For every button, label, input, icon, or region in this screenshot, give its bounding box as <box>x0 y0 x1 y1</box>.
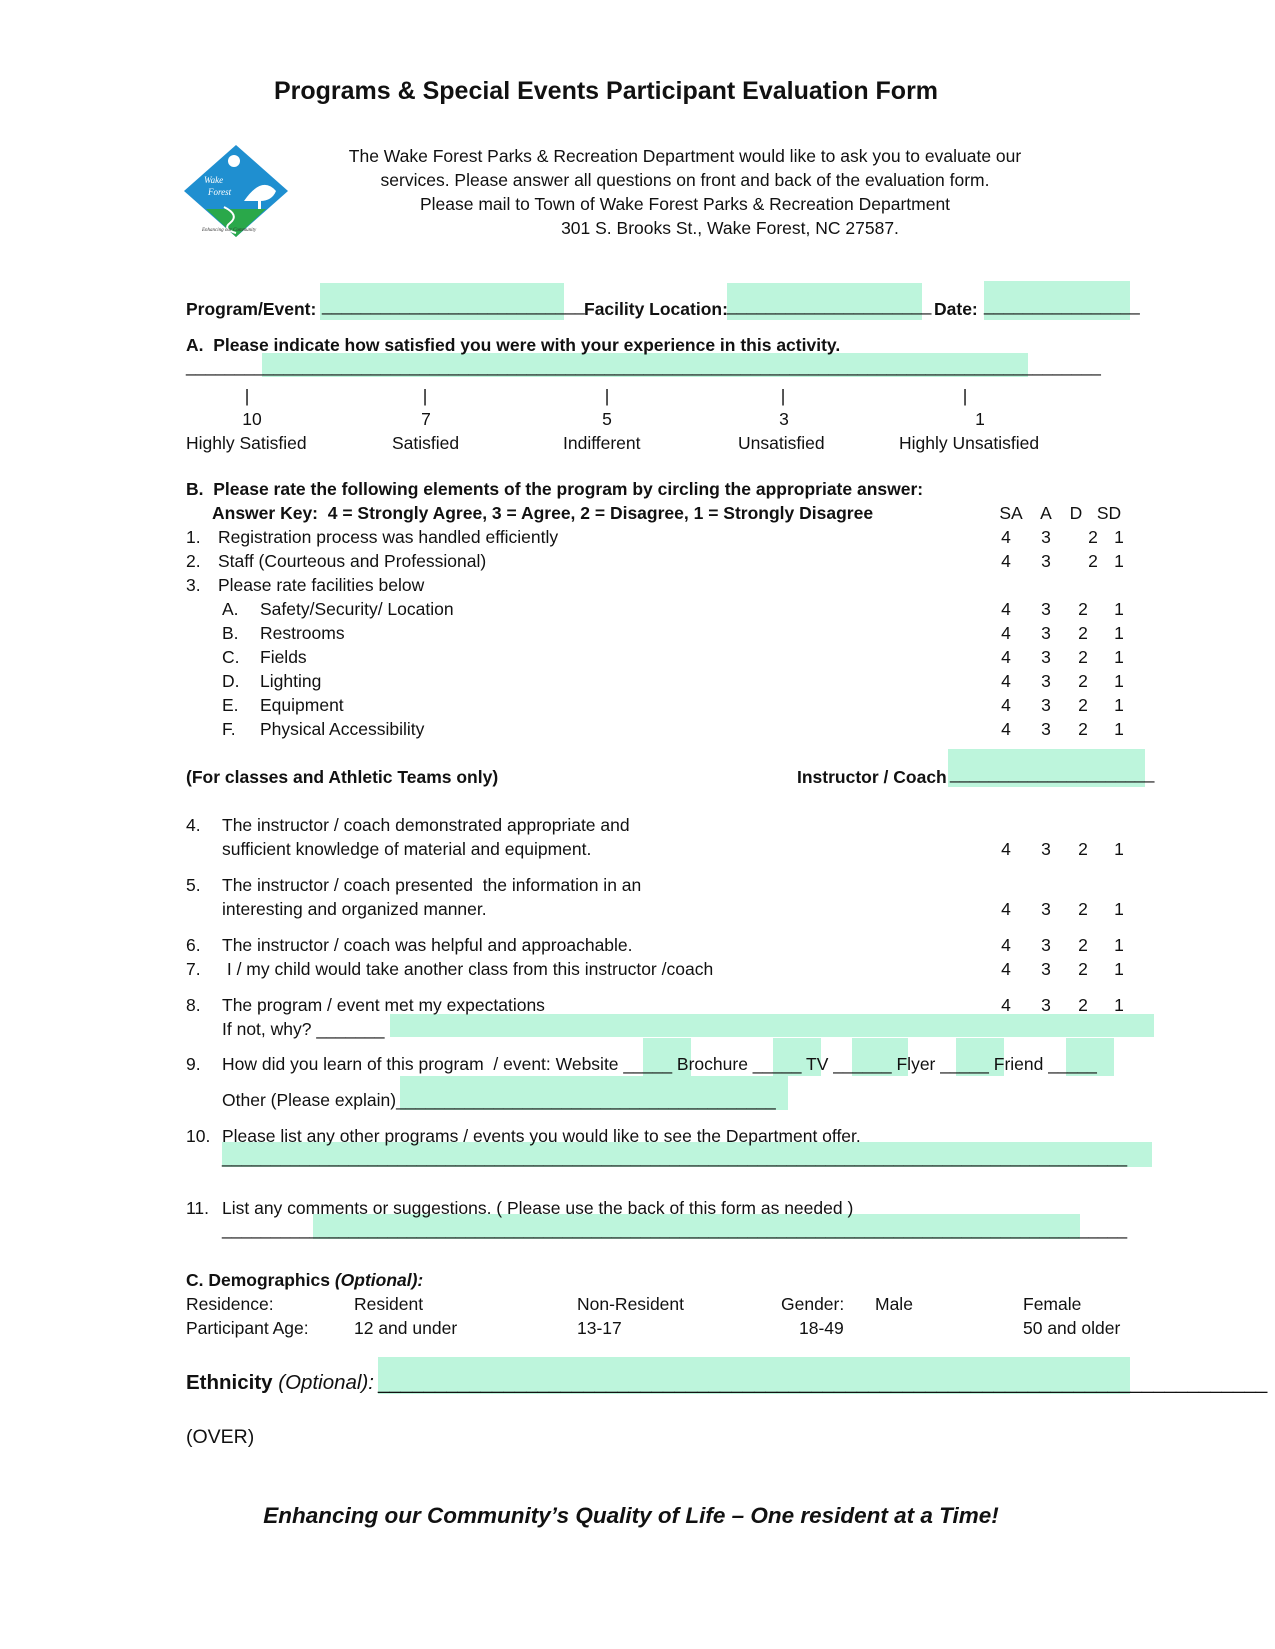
intro-line-3: Please mail to Town of Wake Forest Parks & Recreation Department <box>419 194 951 214</box>
score-4[interactable]: 4 <box>1001 695 1011 715</box>
item-text: Staff (Courteous and Professional) <box>218 551 487 571</box>
score-2[interactable]: 2 <box>1078 623 1088 643</box>
item-number: 10. <box>186 1126 211 1146</box>
score-3[interactable]: 3 <box>1041 695 1051 715</box>
item-number: 5. <box>186 875 201 895</box>
other-programs-question: Please list any other programs / events you would like to see the Department offer. <box>222 1126 861 1146</box>
intro-line-1: The Wake Forest Parks & Recreation Department would like to ask you to evaluate our <box>348 146 1022 166</box>
facility-letter: F. <box>222 719 236 739</box>
score-1[interactable]: 1 <box>1114 551 1124 571</box>
intro-line-4: 301 S. Brooks St., Wake Forest, NC 27587. <box>561 218 899 238</box>
date-label: Date: <box>934 299 978 319</box>
program-event-label: Program/Event: <box>186 299 317 319</box>
facility-location-label: Facility Location: <box>584 299 728 319</box>
score-4[interactable]: 4 <box>1001 647 1011 667</box>
logo-text-1: Wake <box>204 175 224 185</box>
satisfaction-line: ______________________________________________________________________________________________ <box>186 356 1101 376</box>
scale-tick: | <box>422 386 428 406</box>
item-text: I / my child would take another class from this instructor /coach <box>222 959 714 979</box>
male-option[interactable]: Male <box>875 1294 913 1314</box>
score-1[interactable]: 1 <box>1114 647 1124 667</box>
footer-slogan: Enhancing our Community’s Quality of Life – One resident at a Time! <box>263 1503 999 1528</box>
score-3[interactable]: 3 <box>1041 935 1051 955</box>
score-4[interactable]: 4 <box>1001 527 1011 547</box>
column-header: A <box>1040 503 1052 523</box>
score-3[interactable]: 3 <box>1041 647 1051 667</box>
scale-tick: | <box>244 386 250 406</box>
facility-text: Physical Accessibility <box>260 719 425 739</box>
facility-letter: A. <box>222 599 239 619</box>
score-4[interactable]: 4 <box>1001 623 1011 643</box>
score-4[interactable]: 4 <box>1001 551 1011 571</box>
score-4[interactable]: 4 <box>1001 671 1011 691</box>
answer-key: Answer Key: 4 = Strongly Agree, 3 = Agree, 2 = Disagree, 1 = Strongly Disagree <box>212 503 874 523</box>
facility-location-line: _____________________ <box>727 295 932 315</box>
item-text: Registration process was handled efficiently <box>218 527 559 547</box>
scale-tick: | <box>962 386 968 406</box>
score-2[interactable]: 2 <box>1078 719 1088 739</box>
age-option[interactable]: 13-17 <box>577 1318 622 1338</box>
other-programs-line: _____________________________________________________________________________________________ <box>222 1147 1128 1167</box>
item-number: 7. <box>186 959 201 979</box>
facility-text: Equipment <box>260 695 344 715</box>
residence-label: Residence: <box>186 1294 274 1314</box>
section-c-title: C. Demographics <box>186 1270 330 1290</box>
instructor-coach-label: Instructor / Coach <box>797 767 947 787</box>
wake-forest-logo <box>184 145 290 245</box>
section-c-heading <box>186 1269 423 1291</box>
item-text: interesting and organized manner. <box>222 899 487 919</box>
score-4[interactable]: 4 <box>1001 599 1011 619</box>
scale-value: 10 <box>242 409 262 429</box>
age-option[interactable]: 50 and older <box>1023 1318 1121 1338</box>
facility-text: Restrooms <box>260 623 345 643</box>
section-a-heading: A. Please indicate how satisfied you were with your experience in this activity. <box>186 335 841 355</box>
scale-value: 3 <box>779 409 789 429</box>
facility-letter: E. <box>222 695 239 715</box>
score-1[interactable]: 1 <box>1114 671 1124 691</box>
participant-age-label: Participant Age: <box>186 1318 309 1338</box>
ethnicity-row <box>186 1370 374 1396</box>
score-1[interactable]: 1 <box>1114 599 1124 619</box>
scale-label: Indifferent <box>563 433 641 453</box>
score-2[interactable]: 2 <box>1088 527 1098 547</box>
score-4[interactable]: 4 <box>1001 935 1011 955</box>
score-3[interactable]: 3 <box>1041 527 1051 547</box>
gender-label: Gender: <box>781 1294 845 1314</box>
non-resident-option[interactable]: Non-Resident <box>577 1294 684 1314</box>
column-header: D <box>1069 503 1083 523</box>
item-text: The instructor / coach was helpful and approachable. <box>222 935 633 955</box>
item-number: 2. <box>186 551 201 571</box>
facility-text: Safety/Security/ Location <box>260 599 454 619</box>
score-2[interactable]: 2 <box>1078 899 1088 919</box>
score-3[interactable]: 3 <box>1041 599 1051 619</box>
logo-motto: Enhancing our Community <box>202 228 257 233</box>
ethnicity-optional: (Optional): <box>278 1371 374 1394</box>
score-4[interactable]: 4 <box>1001 959 1011 979</box>
item-text: sufficient knowledge of material and equipment. <box>222 839 592 859</box>
item-number: 9. <box>186 1054 201 1074</box>
facility-letter: C. <box>222 647 240 667</box>
item-number: 6. <box>186 935 201 955</box>
item-number: 3. <box>186 575 201 595</box>
scale-tick: | <box>604 386 610 406</box>
item-text: The instructor / coach demonstrated appropriate and <box>222 815 630 835</box>
other-explain-label: Other (Please explain)_______________________________________ <box>222 1090 776 1110</box>
score-1[interactable]: 1 <box>1114 623 1124 643</box>
score-4[interactable]: 4 <box>1001 719 1011 739</box>
item-number: 4. <box>186 815 201 835</box>
score-2[interactable]: 2 <box>1078 935 1088 955</box>
score-3[interactable]: 3 <box>1041 623 1051 643</box>
classes-note: (For classes and Athletic Teams only) <box>186 767 499 787</box>
if-not-why-label: If not, why? _______ <box>222 1019 385 1039</box>
score-4[interactable]: 4 <box>1001 899 1011 919</box>
item-text: The instructor / coach presented the information in an <box>222 875 642 895</box>
program-event-line: ___________________________ <box>322 295 585 315</box>
learned-of-program-question: How did you learn of this program / event: Website _____ Brochure _____ TV ______ Flyer _____ Friend _____ <box>222 1054 1097 1074</box>
logo-text-2: Forest <box>208 187 232 197</box>
score-2[interactable]: 2 <box>1078 839 1088 859</box>
if-not-why-input[interactable] <box>390 1014 1154 1037</box>
score-3[interactable]: 3 <box>1041 839 1051 859</box>
scale-label: Highly Satisfied <box>186 433 307 453</box>
score-3[interactable]: 3 <box>1041 719 1051 739</box>
facility-letter: D. <box>222 671 240 691</box>
age-option[interactable]: 12 and under <box>354 1318 458 1338</box>
scale-label: Highly Unsatisfied <box>899 433 1040 453</box>
score-2[interactable]: 2 <box>1078 695 1088 715</box>
score-3[interactable]: 3 <box>1041 551 1051 571</box>
comments-question: List any comments or suggestions. ( Please use the back of this form as needed ) <box>222 1198 854 1218</box>
scale-label: Unsatisfied <box>738 433 825 453</box>
score-4[interactable]: 4 <box>1001 839 1011 859</box>
item-number: 8. <box>186 995 201 1015</box>
page-title: Programs & Special Events Participant Evaluation Form <box>273 77 939 105</box>
score-2[interactable]: 2 <box>1078 671 1088 691</box>
scale-value: 1 <box>975 409 985 429</box>
age-option[interactable]: 18-49 <box>799 1318 844 1338</box>
section-b-heading: B. Please rate the following elements of the program by circling the appropriate answer: <box>186 479 924 499</box>
score-1[interactable]: 1 <box>1114 959 1124 979</box>
score-3[interactable]: 3 <box>1041 959 1051 979</box>
score-2[interactable]: 2 <box>1078 599 1088 619</box>
column-header: SD <box>1096 503 1122 523</box>
scale-value: 7 <box>421 409 431 429</box>
logo-sun <box>228 155 240 167</box>
score-2[interactable]: 2 <box>1078 995 1088 1015</box>
item-number: 1. <box>186 527 201 547</box>
score-1[interactable]: 1 <box>1114 899 1124 919</box>
score-2[interactable]: 2 <box>1088 551 1098 571</box>
facility-letter: B. <box>222 623 239 643</box>
over-note: (OVER) <box>186 1426 255 1448</box>
score-1[interactable]: 1 <box>1114 995 1124 1015</box>
column-header: SA <box>999 503 1023 523</box>
ethnicity-label: Ethnicity <box>186 1371 273 1394</box>
female-option[interactable]: Female <box>1023 1294 1082 1314</box>
item-text: Please rate facilities below <box>218 575 425 595</box>
comments-line: _____________________________________________________________________________________________ <box>222 1219 1128 1239</box>
score-1[interactable]: 1 <box>1114 695 1124 715</box>
score-3[interactable]: 3 <box>1041 899 1051 919</box>
score-2[interactable]: 2 <box>1078 959 1088 979</box>
score-1[interactable]: 1 <box>1114 527 1124 547</box>
score-3[interactable]: 3 <box>1041 671 1051 691</box>
scale-tick: | <box>780 386 786 406</box>
facility-text: Fields <box>260 647 307 667</box>
score-1[interactable]: 1 <box>1114 719 1124 739</box>
scale-label: Satisfied <box>392 433 460 453</box>
score-1[interactable]: 1 <box>1114 935 1124 955</box>
score-2[interactable]: 2 <box>1078 647 1088 667</box>
section-c-optional: (Optional): <box>334 1270 424 1290</box>
score-1[interactable]: 1 <box>1114 839 1124 859</box>
item-text: The program / event met my expectations <box>222 995 545 1015</box>
scale-value: 5 <box>602 409 612 429</box>
resident-option[interactable]: Resident <box>354 1294 424 1314</box>
score-3[interactable]: 3 <box>1041 995 1051 1015</box>
instructor-coach-line: _____________________ <box>950 763 1155 783</box>
ethnicity-line: ______________________________________________________________________________ <box>378 1371 1268 1394</box>
intro-line-2: services. Please answer all questions on front and back of the evaluation form. <box>380 170 990 190</box>
date-line: ________________ <box>984 295 1140 315</box>
item-number: 11. <box>186 1198 210 1218</box>
score-4[interactable]: 4 <box>1001 995 1011 1015</box>
facility-text: Lighting <box>260 671 322 691</box>
